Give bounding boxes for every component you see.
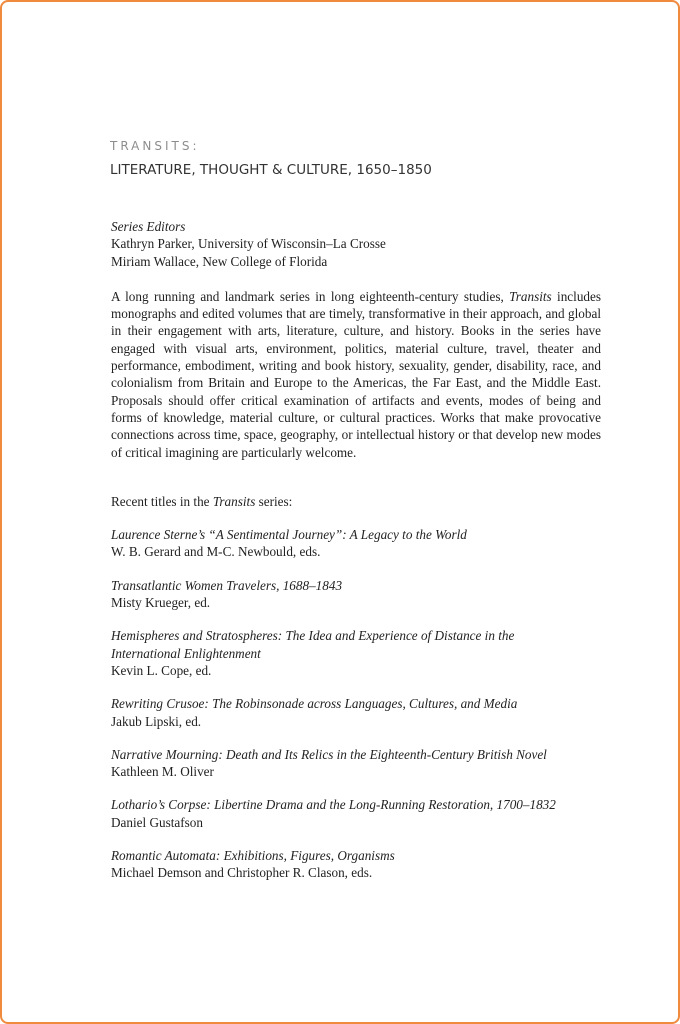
description-text: includes monographs and edited volumes that are timely, transformative in their approach, and global in their engagement with arts, literature, culture, and history. Books in the series have engaged with visual arts, environment, politics, material culture, travel, theater and performance, embodiment, writing and book history, sexuality, gender, disability, race, and colonialism from Britain and Europe to the Americas, the Far East, and the Middle East. Proposals should offer critical examination of artifacts and events, modes of being and forms of knowledge, material culture, or cultural practices. Works that make provocative connections across time, space, geography, or intellectual history or that develop new modes of critical imagining are particularly welcome. xyxy=(111,288,601,460)
series-header xyxy=(110,138,590,179)
book-entry xyxy=(111,796,601,831)
book-entry xyxy=(111,847,601,882)
book-title: Hemispheres and Stratospheres: The Idea and Experience of Distance in the xyxy=(111,628,515,644)
page-content xyxy=(111,218,601,882)
recent-intro-series-name: Transits xyxy=(212,493,256,509)
book-byline: Michael Demson and Christopher R. Clason, eds. xyxy=(111,865,373,881)
book-entry xyxy=(111,746,601,781)
book-byline: Kathleen M. Oliver xyxy=(111,764,214,780)
book-entry xyxy=(111,695,601,730)
book-title: Transatlantic Women Travelers, 1688–1843 xyxy=(111,577,343,593)
recent-intro-suffix: series: xyxy=(255,493,293,509)
book-entry xyxy=(111,526,601,561)
book-title: Laurence Sterne’s “A Sentimental Journey”: A Legacy to the World xyxy=(111,527,467,543)
book-title-continued: International Enlightenment xyxy=(111,645,261,661)
book-title: Lothario’s Corpse: Libertine Drama and the Long-Running Restoration, 1700–1832 xyxy=(111,797,556,813)
book-title: Rewriting Crusoe: The Robinsonade across Languages, Cultures, and Media xyxy=(111,696,518,712)
series-editors-label: Series Editors xyxy=(111,219,186,234)
series-editor: Miriam Wallace, New College of Florida xyxy=(111,253,328,269)
book-entry xyxy=(111,627,601,679)
book-byline: Daniel Gustafson xyxy=(111,814,203,830)
book-byline: Jakub Lipski, ed. xyxy=(111,713,202,729)
series-editor: Kathryn Parker, University of Wisconsin–La Crosse xyxy=(111,236,386,252)
description-series-name: Transits xyxy=(509,288,552,304)
book-byline: Kevin L. Cope, ed. xyxy=(111,662,212,678)
series-title: LITERATURE, THOUGHT & CULTURE, 1650–1850 xyxy=(110,162,432,178)
description-text: A long running and landmark series in long eighteenth-century studies, xyxy=(111,288,510,304)
book-title: Narrative Mourning: Death and Its Relics in the Eighteenth-Century British Novel xyxy=(111,746,547,762)
recent-intro-prefix: Recent titles in the xyxy=(111,493,213,509)
series-description xyxy=(111,288,601,461)
recent-titles-intro xyxy=(111,493,601,510)
series-kicker: TRANSITS: xyxy=(110,139,200,153)
book-byline: W. B. Gerard and M-C. Newbould, eds. xyxy=(111,544,321,560)
series-editors xyxy=(111,218,601,270)
book-byline: Misty Krueger, ed. xyxy=(111,595,211,611)
book-entry xyxy=(111,577,601,612)
book-title: Romantic Automata: Exhibitions, Figures, Organisms xyxy=(111,848,395,864)
